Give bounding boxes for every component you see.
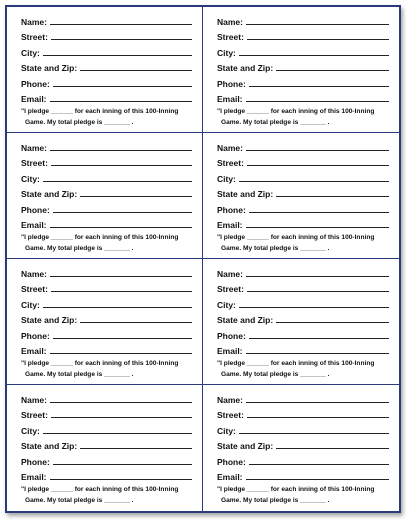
street-field[interactable]: Street:: [217, 27, 391, 43]
name-line: [50, 276, 192, 277]
email-field[interactable]: Email:: [21, 215, 194, 231]
city-field[interactable]: City:: [21, 294, 194, 310]
city-field[interactable]: City:: [217, 420, 391, 436]
pledge-statement: "I pledge ______ for each inning of this 100-Inning Game. My total pledge is _______ .: [217, 234, 375, 252]
state-zip-line: [80, 70, 192, 71]
email-line: [50, 101, 192, 102]
state-zip-field[interactable]: State and Zip:: [21, 436, 194, 452]
name-field[interactable]: Name:: [21, 11, 194, 27]
street-field[interactable]: Street:: [21, 279, 194, 295]
pledge-statement: "I pledge ______ for each inning of this 100-Inning Game. My total pledge is _______ .: [21, 486, 179, 504]
pledge-card: [203, 7, 399, 133]
street-line: [247, 39, 389, 40]
email-line: [50, 353, 192, 354]
email-field[interactable]: Email:: [21, 341, 194, 357]
state-zip-field[interactable]: State and Zip:: [217, 436, 391, 452]
email-field[interactable]: Email:: [217, 341, 391, 357]
pledge-card: [203, 259, 399, 385]
phone-field[interactable]: Phone:: [21, 451, 194, 467]
street-line: [51, 291, 192, 292]
city-line: [43, 181, 192, 182]
pledge-card-grid: [7, 7, 399, 511]
city-line: [43, 433, 192, 434]
email-field[interactable]: Email:: [217, 215, 391, 231]
pledge-card: [203, 133, 399, 259]
state-zip-line: [80, 448, 192, 449]
name-line: [50, 150, 192, 151]
name-line: [50, 24, 192, 25]
city-line: [239, 307, 389, 308]
name-field[interactable]: Name:: [21, 389, 194, 405]
city-field[interactable]: City:: [21, 168, 194, 184]
city-line: [43, 307, 192, 308]
phone-line: [249, 86, 389, 87]
state-zip-line: [80, 196, 192, 197]
email-line: [246, 101, 389, 102]
phone-line: [249, 464, 389, 465]
name-field[interactable]: Name:: [21, 263, 194, 279]
phone-field[interactable]: Phone:: [217, 325, 391, 341]
email-line: [246, 353, 389, 354]
name-field[interactable]: Name:: [217, 11, 391, 27]
phone-line: [53, 338, 192, 339]
state-zip-line: [276, 448, 389, 449]
street-line: [247, 417, 389, 418]
street-field[interactable]: Street:: [21, 27, 194, 43]
state-zip-line: [276, 196, 389, 197]
email-line: [246, 227, 389, 228]
name-line: [246, 150, 389, 151]
street-line: [247, 291, 389, 292]
state-zip-field[interactable]: State and Zip:: [217, 58, 391, 74]
pledge-card: [203, 385, 399, 511]
street-line: [51, 417, 192, 418]
name-field[interactable]: Name:: [217, 389, 391, 405]
street-field[interactable]: Street:: [21, 153, 194, 169]
street-line: [51, 165, 192, 166]
email-field[interactable]: Email:: [21, 89, 194, 105]
state-zip-field[interactable]: State and Zip:: [217, 184, 391, 200]
city-field[interactable]: City:: [21, 420, 194, 436]
street-line: [51, 39, 192, 40]
pledge-card: [7, 133, 203, 259]
name-line: [246, 402, 389, 403]
phone-line: [53, 212, 192, 213]
phone-line: [53, 86, 192, 87]
pledge-statement: "I pledge ______ for each inning of this 100-Inning Game. My total pledge is _______ .: [21, 108, 179, 126]
street-field[interactable]: Street:: [217, 405, 391, 421]
name-field[interactable]: Name:: [217, 263, 391, 279]
email-field[interactable]: Email:: [217, 89, 391, 105]
state-zip-line: [276, 70, 389, 71]
phone-line: [249, 212, 389, 213]
street-field[interactable]: Street:: [217, 279, 391, 295]
email-line: [246, 479, 389, 480]
city-field[interactable]: City:: [21, 42, 194, 58]
pledge-statement: "I pledge ______ for each inning of this 100-Inning Game. My total pledge is _______ .: [217, 360, 375, 378]
phone-field[interactable]: Phone:: [21, 199, 194, 215]
street-field[interactable]: Street:: [217, 153, 391, 169]
name-line: [246, 24, 389, 25]
email-field[interactable]: Email:: [21, 467, 194, 483]
phone-line: [53, 464, 192, 465]
phone-field[interactable]: Phone:: [217, 451, 391, 467]
state-zip-field[interactable]: State and Zip:: [21, 58, 194, 74]
email-line: [50, 479, 192, 480]
city-line: [239, 181, 389, 182]
city-line: [43, 55, 192, 56]
name-line: [50, 402, 192, 403]
city-line: [239, 55, 389, 56]
city-field[interactable]: City:: [217, 168, 391, 184]
state-zip-line: [276, 322, 389, 323]
pledge-card: [7, 7, 203, 133]
pledge-statement: "I pledge ______ for each inning of this 100-Inning Game. My total pledge is _______ .: [21, 360, 179, 378]
city-line: [239, 433, 389, 434]
pledge-sheet: [5, 5, 401, 513]
email-field[interactable]: Email:: [217, 467, 391, 483]
street-field[interactable]: Street:: [21, 405, 194, 421]
pledge-card: [7, 385, 203, 511]
state-zip-line: [80, 322, 192, 323]
pledge-statement: "I pledge ______ for each inning of this 100-Inning Game. My total pledge is _______ .: [21, 234, 179, 252]
phone-field[interactable]: Phone:: [217, 199, 391, 215]
pledge-card: [7, 259, 203, 385]
pledge-statement: "I pledge ______ for each inning of this 100-Inning Game. My total pledge is _______ .: [217, 486, 375, 504]
city-field[interactable]: City:: [217, 294, 391, 310]
pledge-statement: "I pledge ______ for each inning of this 100-Inning Game. My total pledge is _______ .: [217, 108, 375, 126]
phone-field[interactable]: Phone:: [21, 325, 194, 341]
state-zip-field[interactable]: State and Zip:: [21, 310, 194, 326]
phone-field[interactable]: Phone:: [21, 73, 194, 89]
phone-field[interactable]: Phone:: [217, 73, 391, 89]
name-line: [246, 276, 389, 277]
name-field[interactable]: Name:: [217, 137, 391, 153]
state-zip-field[interactable]: State and Zip:: [217, 310, 391, 326]
phone-line: [249, 338, 389, 339]
city-field[interactable]: City:: [217, 42, 391, 58]
street-line: [247, 165, 389, 166]
state-zip-field[interactable]: State and Zip:: [21, 184, 194, 200]
name-field[interactable]: Name:: [21, 137, 194, 153]
email-line: [50, 227, 192, 228]
